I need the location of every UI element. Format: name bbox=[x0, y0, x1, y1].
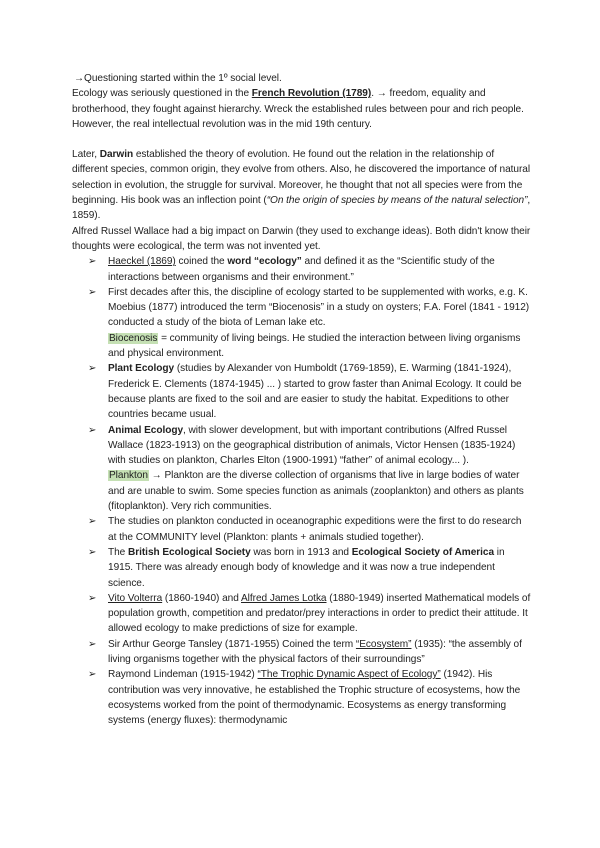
plankton-highlight: Plankton bbox=[109, 470, 148, 482]
volterra-text-b: (1880-1949) inserted Mathematical models of population growth, competition and predator/prey interactions in order to predict their attitude. It allowed ecology to make predictions of size for example. bbox=[108, 592, 531, 635]
bullet-arrow-icon: ➢ bbox=[88, 363, 97, 375]
list-item-lindeman bbox=[88, 667, 532, 728]
list-item-societies bbox=[88, 545, 532, 591]
american-society-name: Ecological Society of America bbox=[351, 546, 495, 558]
list-item-tansley bbox=[88, 637, 532, 668]
french-revolution-link[interactable]: French Revolution (1789) bbox=[251, 88, 372, 100]
darwin-text-c: , 1859). bbox=[72, 195, 531, 222]
darwin-text-a: Later, bbox=[72, 149, 100, 161]
bullet-arrow-icon: ➢ bbox=[88, 669, 97, 681]
first-decades-text: First decades after this, the discipline of ecology started to be supplemented with works, e.g. K. Moebius (1877) introduced the term “Biocenosis” in a study on oysters; F.A. Forel (1841 - 1912) conducted a study of the biota of Leman lake etc. bbox=[108, 286, 530, 329]
plankton-definition: → Plankton are the diverse collection of organisms that live in large bodies of water and are unable to swim. Some species function as animals (zooplankton) and others as plants (fitoplankton). Very rich communities. bbox=[108, 470, 524, 513]
list-item-haeckel bbox=[88, 254, 532, 285]
list-item-volterra-lotka bbox=[88, 591, 532, 637]
list-item-plankton-studies bbox=[88, 514, 532, 545]
darwin-name: Darwin bbox=[99, 149, 134, 161]
ecosystem-link[interactable]: “Ecosystem” bbox=[355, 638, 412, 650]
arrow-icon: → bbox=[74, 73, 85, 84]
tansley-text-b: (1935): “the assembly of living organisms together with the physical factors of their surroundings” bbox=[108, 638, 522, 665]
darwin-text-b: established the theory of evolution. He found out the relation in the relationship of different species, common origin, they evolve from others. Also, he discovered the importance of natural selection in evolution, the struggle for survival. Moreover, he thought that not all species were from the beginning. His book was an inflection point ( bbox=[72, 149, 531, 207]
bullet-arrow-icon: ➢ bbox=[88, 424, 97, 436]
societies-text-b: was born in 1913 and bbox=[250, 546, 352, 558]
volterra-text-a: (1860-1940) and bbox=[162, 592, 241, 604]
intro-text-2a: Ecology was seriously questioned in the bbox=[72, 88, 252, 100]
trophic-dynamic-link[interactable]: “The Trophic Dynamic Aspect of Ecology” bbox=[257, 669, 441, 681]
bullet-arrow-icon: ➢ bbox=[88, 546, 97, 558]
biocenosis-definition: = community of living beings. He studied the interaction between living organisms and physical environment. bbox=[108, 332, 521, 360]
plant-ecology-heading: Plant Ecology bbox=[108, 363, 175, 375]
lindeman-text-a: Raymond Lindeman (1915-1942) bbox=[108, 669, 258, 681]
plant-ecology-text: (studies by Alexander von Humboldt (1769-1859), E. Warming (1841-1924), Frederick E. Clements (1874-1945) ... ) started to grow faster than Animal Ecology. It could be because plants are fixed to the soil and are easier to study the habitat. Expeditions to other countries became usual. bbox=[108, 363, 522, 421]
list-item-animal-ecology bbox=[88, 423, 532, 515]
british-society-name: British Ecological Society bbox=[128, 546, 251, 558]
haeckel-text-b: and defined it as the “Scientific study of the interactions between organisms and their environment.” bbox=[108, 256, 495, 283]
plankton-studies-text: The studies on plankton conducted in oceanographic expeditions were the first to do research at the COMMUNITY level (Plankton: plants + animals studied together). bbox=[108, 516, 522, 543]
document-page bbox=[72, 71, 532, 728]
haeckel-text-a: coined the bbox=[175, 256, 228, 268]
lotka-link[interactable]: Alfred James Lotka bbox=[241, 592, 327, 604]
tansley-text-a: Sir Arthur George Tansley (1871-1955) Coined the term bbox=[108, 638, 356, 650]
ecology-term: word “ecology” bbox=[227, 256, 302, 268]
history-bullet-list bbox=[72, 254, 532, 728]
haeckel-link[interactable]: Haeckel (1869) bbox=[108, 256, 176, 268]
intro-text-1: Questioning started within the 1º social level. bbox=[84, 73, 282, 84]
bullet-arrow-icon: ➢ bbox=[88, 286, 97, 298]
list-item-first-decades bbox=[88, 285, 532, 361]
lindeman-text-b: (1942). His contribution was very innovative, he established the Trophic structure of ecosystems, how the ecosystems worked from the point of thermodynamic. Ecosystems as energy transforming systems (energy fluxes): thermodynamic bbox=[108, 669, 521, 727]
bullet-arrow-icon: ➢ bbox=[88, 638, 97, 650]
wallace-paragraph: Alfred Russel Wallace had a big impact on Darwin (they used to exchange ideas). Both didn't know their thoughts were ecological, the term was not invented yet. bbox=[72, 225, 531, 252]
list-item-plant-ecology bbox=[88, 361, 532, 422]
biocenosis-highlight: Biocenosis bbox=[109, 332, 158, 344]
animal-ecology-heading: Animal Ecology bbox=[108, 424, 184, 436]
intro-line-1 bbox=[72, 71, 532, 86]
intro-text-2b: . → freedom, equality and brotherhood, they fought against hierarchy. Wreck the established rules between pour and rich people. However, the real intellectual revolution was in the mid 19th century. bbox=[72, 88, 524, 130]
societies-text-a: The bbox=[108, 546, 128, 558]
darwin-paragraph bbox=[72, 147, 532, 223]
societies-text-c: in 1915. There was already enough body of knowledge and it was now a true independent science. bbox=[108, 546, 505, 589]
bullet-arrow-icon: ➢ bbox=[88, 256, 97, 268]
bullet-arrow-icon: ➢ bbox=[88, 592, 97, 604]
darwin-book-title: “On the origin of species by means of the natural selection” bbox=[266, 195, 528, 207]
volterra-link[interactable]: Vito Volterra bbox=[108, 592, 163, 604]
bullet-arrow-icon: ➢ bbox=[88, 516, 97, 528]
animal-ecology-text: , with slower development, but with important contributions (Alfred Russel Wallace (1823-1913) on the geographical distribution of animals, Victor Hensen (1835-1924) with studies on plankton, Charles Elton (1900-1991) “father” of animal ecology... ). bbox=[108, 424, 516, 467]
intro-paragraph bbox=[72, 86, 532, 132]
